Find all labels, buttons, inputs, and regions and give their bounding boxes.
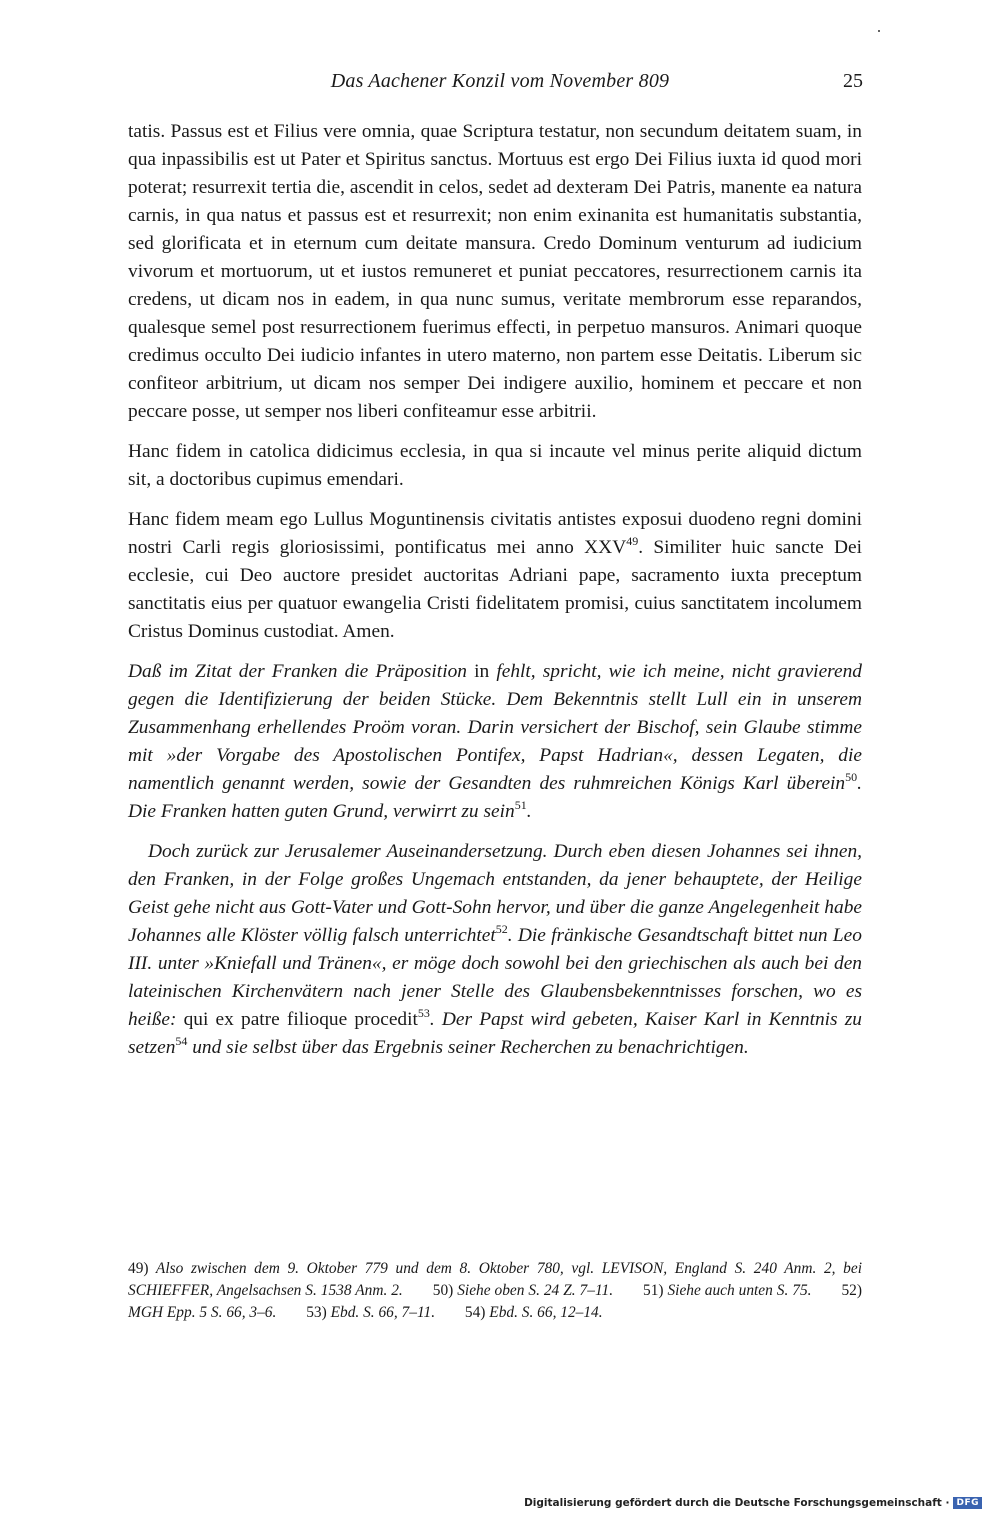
page-number: 25 bbox=[843, 70, 863, 92]
footnote-ref-52: 52 bbox=[495, 922, 508, 936]
footnote-53 bbox=[306, 1304, 435, 1321]
roman-word: in bbox=[474, 661, 490, 682]
latin-paragraph-3 bbox=[128, 506, 862, 646]
latin-quotation: qui ex patre filioque procedit bbox=[183, 1009, 418, 1030]
footnote-ref-51: 51 bbox=[514, 798, 527, 812]
footnotes bbox=[128, 1258, 862, 1324]
footnote-ref-50: 50 bbox=[845, 770, 858, 784]
text-run: Daß im Zitat der Franken die Präposition bbox=[128, 661, 475, 682]
text-run: . bbox=[526, 801, 532, 822]
footnote-number: 54) bbox=[464, 1304, 486, 1321]
commentary-paragraph-2 bbox=[128, 838, 862, 1062]
footnote-51 bbox=[643, 1282, 812, 1299]
text-run: Hanc fidem meam ego Lullus Moguntinensis civitatis antistes exposui duodeno regni domini nostri Carli regis gloriosissimi, pontificatus mei anno XXV bbox=[128, 509, 862, 558]
latin-paragraph-1: tatis. Passus est et Filius vere omnia, quae Scriptura testatur, non secundum deitatem suam, in qua inpassibilis est ut Pater et Spiritus sanctus. Mortuus est ergo Dei Filius iuxta id quod mori poterat; resurrexit tertia die, ascendit in celos, sedet ad dexteram Dei Patris, manente ea natura carnis, in qua natus et passus est et resurrexit; non enim exinanita est humanitatis substantia, sed glorificata et in eternum cum deitate mansura. Credo Dominum venturum ad iudicium vivorum et mortuorum, ut et iustos remuneret et puniat peccatores, resurrectionem carnis ita credens, ut dicam nos in eadem, in qua nunc sumus, veritate membrorum esse reparandos, qualesque semel post resurrectionem fuerimus effecti, in perpetuo mansuros. Animari quoque credimus occulto Dei iudicio infantes in utero materno, non partem esse Deitatis. Liberum sic confiteor arbitrium, ut dicam nos semper Dei indigere auxilio, hominem et peccare et non peccare posse, ut semper nos liberi confiteamur esse arbitrii. bbox=[128, 121, 862, 422]
text-run: . Der Papst wird gebeten, Kaiser Karl in Kenntnis zu setzen bbox=[128, 1009, 862, 1058]
scan-speck bbox=[878, 30, 880, 32]
text-run: fehlt, spricht, wie ich meine, nicht gravierend gegen die Identifizierung der beiden Stücke. Dem Bekenntnis stellt Lull ein in unserem Zusammenhang erhellendes Proöm voran. Darin versichert der Bischof, sein Glaube stimme mit »der Vorgabe des Apostolischen Pontifex, Papst Hadrian«, dessen Legaten, die namentlich genannt werden, sowie der Gesandten des ruhmreichen Königs Karl überein bbox=[128, 661, 862, 794]
footnote-50 bbox=[433, 1282, 613, 1299]
footnote-text: Ebd. S. 66, 12–14. bbox=[489, 1304, 603, 1321]
footnote-ref-49: 49 bbox=[626, 534, 639, 548]
text-run: . Die fränkische Gesandtschaft bittet nun Leo III. unter »Kniefall und Tränen«, er möge doch sowohl bei den griechischen als auch bei den lateinischen Kirchenvätern nach jener Stelle des Glaubensbekenntnisses forschen, wo es heiße: bbox=[128, 925, 862, 1030]
dfg-logo: DFG bbox=[953, 1497, 982, 1509]
footnote-text: Also zwischen dem 9. Oktober 779 und dem 8. Oktober 780, vgl. LEVISON, England S. 240 Anm. 2, bei SCHIEFFER, Angelsachsen S. 1538 Anm. 2. bbox=[128, 1260, 862, 1299]
footnote-number: 50) bbox=[432, 1282, 454, 1299]
credit-text: Digitalisierung gefördert durch die Deutsche Forschungsgemeinschaft · bbox=[524, 1497, 950, 1509]
footnote-number: 52) bbox=[841, 1282, 862, 1299]
footnote-number: 49) bbox=[128, 1260, 149, 1277]
text-run: und sie selbst über das Ergebnis seiner Recherchen zu benachrichtigen. bbox=[187, 1037, 749, 1058]
footnote-text: Ebd. S. 66, 7–11. bbox=[330, 1304, 436, 1321]
footnote-number: 53) bbox=[306, 1304, 327, 1321]
footnote-number: 51) bbox=[643, 1282, 664, 1299]
text-run: Doch zurück zur Jerusalemer Auseinandersetzung. Durch eben diesen Johannes sei ihnen, den Franken, in der Folge großes Ungemach entstanden, da jener behauptete, der Heilige Geist gehe nicht aus Gott-Vater und Gott-Sohn hervor, und über die ganze Angelegenheit habe Johannes alle Klöster völlig falsch unterrichtet bbox=[128, 841, 862, 946]
text-run: . Similiter huic sancte Dei ecclesie, cui Deo auctore presidet auctoritas Adriani pape, sacramento iuxta preceptum sanctitatis eius per quatuor ewangelia Cristi fidelitatem promisi, cuius sanctitatem incolumem Cristus Dominus custodiat. Amen. bbox=[128, 537, 862, 642]
dfg-credit-line bbox=[524, 1497, 982, 1509]
footnote-54 bbox=[465, 1304, 603, 1321]
text-run: . Die Franken hatten guten Grund, verwirrt zu sein bbox=[128, 773, 862, 822]
footnote-text: Siehe auch unten S. 75. bbox=[667, 1282, 812, 1299]
body-text bbox=[128, 118, 862, 1074]
footnote-text: Siehe oben S. 24 Z. 7–11. bbox=[457, 1282, 614, 1299]
running-title: Das Aachener Konzil vom November 809 bbox=[330, 70, 670, 92]
footnote-ref-53: 53 bbox=[417, 1006, 430, 1020]
footnote-text: MGH Epp. 5 S. 66, 3–6. bbox=[128, 1304, 277, 1321]
latin-paragraph-2: Hanc fidem in catolica didicimus ecclesia, in qua si incaute vel minus perite aliquid dictum sit, a doctoribus cupimus emendari. bbox=[128, 441, 862, 490]
running-head bbox=[0, 70, 1000, 100]
commentary-paragraph-1 bbox=[128, 658, 862, 826]
footnote-ref-54: 54 bbox=[175, 1034, 188, 1048]
